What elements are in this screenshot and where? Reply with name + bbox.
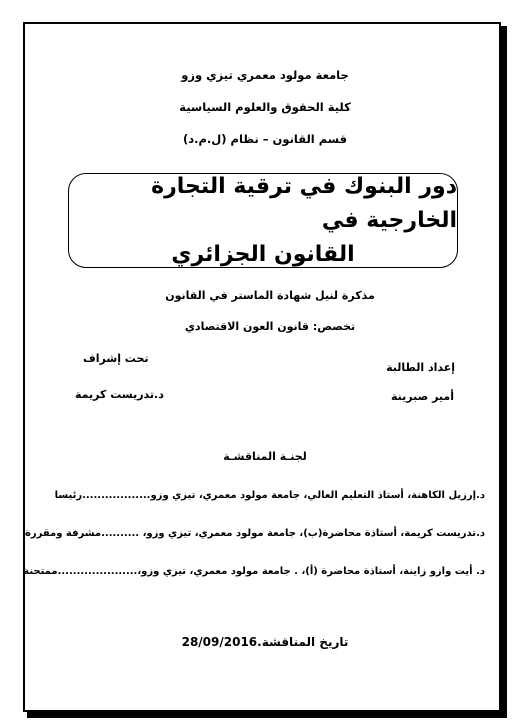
department-name: قسم القانون – نظام (ل.م.د) bbox=[182, 132, 348, 146]
supervisor-name: د.تدريست كريمة bbox=[75, 388, 164, 401]
committee-member-2: د.تدريست كريمة، أستاذة محاضرة(ب)، جامعة مولود معمري، تيزي وزو، ..........مشرفة ومقررة bbox=[24, 528, 485, 539]
thesis-title-line-2: القانون الجزائري bbox=[171, 241, 355, 267]
thesis-specialty: تخصص: قانون العون الاقتصادي bbox=[184, 320, 356, 333]
university-name: جامعة مولود معمري تيزي وزو bbox=[181, 68, 349, 82]
committee-member-3: د. أيت وازو زاينة، أستاذة محاضرة (أ)، . جامعة مولود معمري، تيزي وزو،.....................ممتحنة bbox=[23, 566, 485, 577]
faculty-name: كلية الحقوق والعلوم السياسية bbox=[179, 100, 351, 114]
thesis-title-line-1: دور البنوك في ترقية التجارة الخارجية في bbox=[151, 173, 457, 233]
defense-date: تاريخ المناقشة.28/09/2016 bbox=[181, 635, 349, 649]
supervision-label: تحت إشراف bbox=[83, 352, 149, 365]
thesis-purpose: مذكرة لنيل شهادة الماستر في القانون bbox=[165, 289, 375, 302]
student-name: أمير صبرينة bbox=[391, 390, 454, 403]
committee-heading: لجنـة المناقشـة bbox=[223, 450, 307, 463]
page-border-shadow-bottom bbox=[27, 712, 507, 718]
page-border-shadow-right bbox=[501, 26, 507, 716]
prepared-by-label: إعداد الطالبة bbox=[386, 361, 455, 374]
thesis-title-box bbox=[68, 173, 458, 268]
committee-member-1: د.إرزيل الكاهنة، أستاذ التعليم العالي، جامعة مولود معمري، تيزي وزو..................رئيسا bbox=[54, 490, 485, 501]
